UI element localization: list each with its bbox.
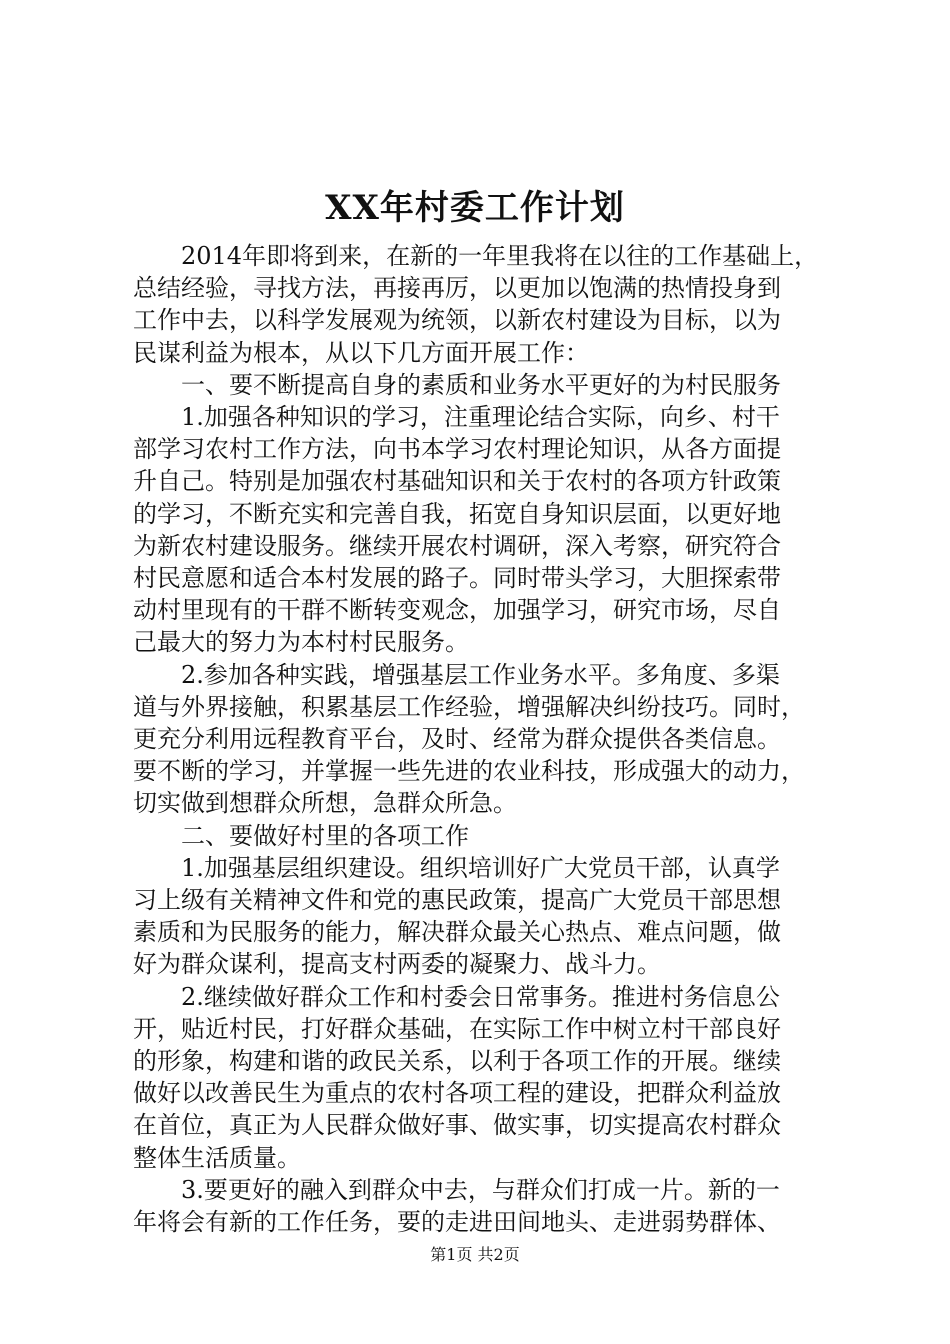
body-text-line: 民谋利益为根本，从以下几方面开展工作：: [133, 338, 589, 367]
body-text-line: 总结经验，寻找方法，再接再厉，以更加以饱满的热情投身到: [133, 274, 781, 303]
body-text-line: 2014年即将到来，在新的一年里我将在以往的工作基础上，: [181, 242, 819, 270]
body-text-line: 己最大的努力为本村村民服务。: [133, 628, 469, 657]
body-text-line: 开，贴近村民，打好群众基础，在实际工作中树立村干部良好: [133, 1014, 781, 1043]
body-text-line: 2.继续做好群众工作和村委会日常事务。推进村务信息公: [181, 982, 780, 1011]
body-text-line: 切实做到想群众所想，急群众所急。: [133, 789, 517, 818]
body-text-line: 动村里现有的干群不断转变观念，加强学习，研究市场，尽自: [133, 596, 781, 625]
body-text-line: 工作中去，以科学发展观为统领，以新农村建设为目标，以为: [133, 306, 781, 335]
body-text-line: 好为群众谋利，提高支村两委的凝聚力、战斗力。: [133, 950, 661, 979]
body-text-line: 年将会有新的工作任务，要的走进田间地头、走进弱势群体、: [133, 1208, 781, 1236]
body-text-line: 1.加强各种知识的学习，注重理论结合实际，向乡、村干: [181, 403, 780, 431]
body-text-line: 的学习，不断充实和完善自我，拓宽自身知识层面，以更好地: [133, 499, 781, 528]
body-text-line: 部学习农村工作方法，向书本学习农村理论知识，从各方面提: [133, 435, 781, 464]
body-text-line: 3.要更好的融入到群众中去，与群众们打成一片。新的一: [181, 1175, 780, 1204]
body-text-line: 二、要做好村里的各项工作: [181, 821, 469, 850]
body-text-line: 1.加强基层组织建设。组织培训好广大党员干部，认真学: [181, 853, 780, 882]
body-text-line: 的形象，构建和谐的政民关系，以利于各项工作的开展。继续: [133, 1047, 781, 1075]
body-text-line: 一、要不断提高自身的素质和业务水平更好的为村民服务: [181, 370, 781, 399]
body-text-line: 习上级有关精神文件和党的惠民政策，提高广大党员干部思想: [133, 886, 781, 914]
document-title: XX年村委工作计划: [325, 188, 625, 228]
body-text-line: 在首位，真正为人民群众做好事、做实事，切实提高农村群众: [133, 1111, 781, 1140]
page-footer: 第1页 共2页: [430, 1245, 520, 1264]
body-text-line: 村民意愿和适合本村发展的路子。同时带头学习，大胆探索带: [133, 564, 781, 592]
body-text-line: 要不断的学习，并掌握一些先进的农业科技，形成强大的动力，: [133, 757, 805, 786]
body-text-line: 为新农村建设服务。继续开展农村调研，深入考察，研究符合: [133, 531, 781, 560]
body-text-line: 升自己。特别是加强农村基础知识和关于农村的各项方针政策: [133, 467, 781, 496]
body-text-line: 整体生活质量。: [133, 1143, 301, 1172]
body-text-line: 道与外界接触，积累基层工作经验，增强解决纠纷技巧。同时，: [133, 692, 805, 721]
body-text-line: 更充分利用远程教育平台，及时、经常为群众提供各类信息。: [133, 725, 781, 753]
body-text-line: 做好以改善民生为重点的农村各项工程的建设，把群众利益放: [133, 1079, 781, 1108]
body-text-line: 2.参加各种实践，增强基层工作业务水平。多角度、多渠: [181, 660, 780, 689]
body-text-line: 素质和为民服务的能力，解决群众最关心热点、难点问题，做: [133, 918, 781, 947]
